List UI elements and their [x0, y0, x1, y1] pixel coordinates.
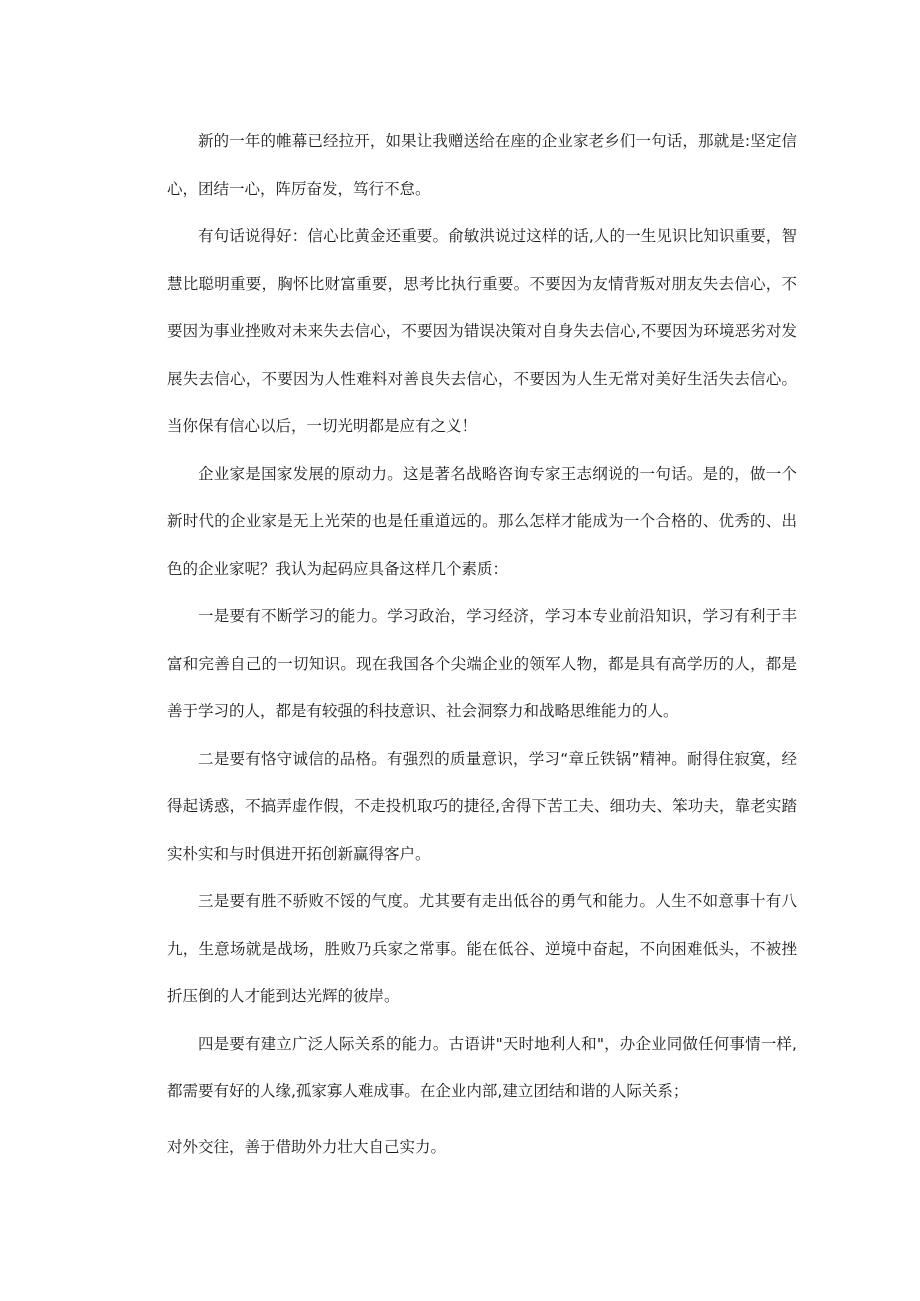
paragraph-point-three: 三是要有胜不骄败不馁的气度。尤其要有走出低谷的勇气和能力。人生不如意事十有八九，生意场就是战场，胜败乃兵家之常事。能在低谷、逆境中奋起，不向困难低头，不被挫折压倒的人才能到达光辉的彼岸。 — [167, 892, 797, 1005]
paragraph-confidence: 有句话说得好：信心比黄金还重要。俞敏洪说过这样的话,人的一生见识比知识重要，智慧比聪明重要，胸怀比财富重要，思考比执行重要。不要因为友情背叛对朋友失去信心，不要因为事业挫败对未来失去信心，不要因为错误决策对自身失去信心,不要因为环境恶劣对发展失去信心，不要因为人性难料对善良失去信心，不要因为人生无常对美好生活失去信心。当你保有信心以后，一切光明都是应有之义！ — [167, 227, 797, 435]
document-body — [167, 118, 797, 1171]
paragraph-point-one: 一是要有不断学习的能力。学习政治，学习经济，学习本专业前沿知识，学习有利于丰富和完善自己的一切知识。现在我国各个尖端企业的领军人物，都是具有高学历的人，都是善于学习的人，都是有较强的科技意识、社会洞察力和战略思维能力的人。 — [167, 607, 797, 720]
paragraph-closing: 对外交往，善于借助外力壮大自己实力。 — [167, 1137, 447, 1156]
paragraph-entrepreneur: 企业家是国家发展的原动力。这是著名战略咨询专家王志纲说的一句话。是的，做一个新时代的企业家是无上光荣的也是任重道远的。那么怎样才能成为一个合格的、优秀的、出色的企业家呢？我认为起码应具备这样几个素质： — [167, 464, 797, 578]
paragraph-opening: 新的一年的帷幕已经拉开，如果让我赠送给在座的企业家老乡们一句话，那就是:坚定信心，团结一心，阵厉奋发，笃行不怠。 — [167, 132, 797, 198]
paragraph-point-two: 二是要有恪守诚信的品格。有强烈的质量意识，学习“章丘铁锅”精神。耐得住寂寞，经得起诱惑，不搞弄虚作假，不走投机取巧的捷径,舍得下苦工夫、细功夫、笨功夫，靠老实踏实朴实和与时俱进开拓创新赢得客户。 — [167, 749, 797, 863]
paragraph-point-four: 四是要有建立广泛人际关系的能力。古语讲"天时地利人和"，办企业同做任何事情一样,都需要有好的人缘,孤家寡人难成事。在企业内部,建立团结和谐的人际关系； — [167, 1034, 797, 1100]
